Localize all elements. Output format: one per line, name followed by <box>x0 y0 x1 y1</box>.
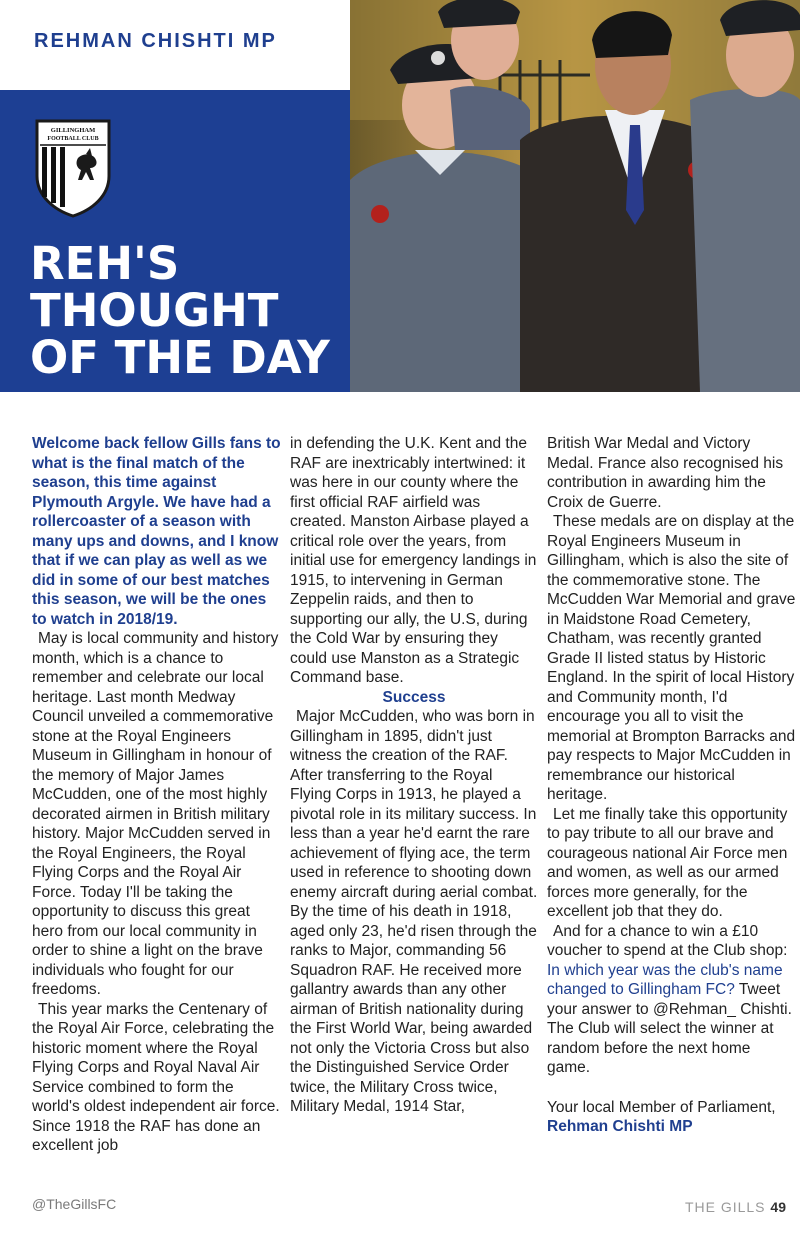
club-crest-icon <box>34 118 112 218</box>
paragraph-tribute: Let me finally take this opportunity to pay tribute to all our brave and courageous national Air Force men and women, as well as our armed forces more generally, for the excellent job that they do. <box>547 805 788 920</box>
competition-text-a: And for a chance to win a £10 voucher to spend at the Club shop: <box>547 922 788 959</box>
article-column-1 <box>32 434 282 1156</box>
competition-text-b: Tweet your answer to @Rehman_ Chishti. The Club will select the winner at random before the next home game. <box>547 981 792 1076</box>
headline-line-3: OF THE DAY <box>30 331 330 384</box>
intro-paragraph: Welcome back fellow Gills fans to what is the final match of the season, this time against Plymouth Argyle. We have had a rollercoaster of a season with many ups and downs, and I know that if we can play as well as we did in some of our best matches this season, we will be the ones to watch in 2018/19. <box>32 435 281 628</box>
byline: REHMAN CHISHTI MP <box>34 30 277 52</box>
headline-line-2: THOUGHT <box>30 284 279 337</box>
page-number: 49 <box>770 1199 786 1215</box>
paragraph-defending: in defending the U.K. Kent and the RAF are inextricably intertwined: it was here in our county where the first official RAF airfield was created. Manston Airbase played a critical role over the years, from initial use for emergency landings in 1915, to intervening in German Zeppelin raids, and then to supporting our ally, the U.S, during the Cold War by ensuring they could use Manston as a Strategic Command base. <box>290 435 537 686</box>
publication-name: THE GILLS <box>684 1199 766 1215</box>
article-column-2 <box>290 434 538 1117</box>
headline-line-1: REH'S <box>30 237 180 290</box>
page-footer <box>685 1199 786 1215</box>
twitter-handle: @TheGillsFC <box>32 1196 117 1212</box>
crest-text-line2: FOOTBALL CLUB <box>47 136 99 142</box>
sign-off: Your local Member of Parliament, <box>547 1098 776 1116</box>
paragraph-mccudden: Major McCudden, who was born in Gillingham in 1895, didn't just witness the creation of the RAF. After transferring to the Royal Flying Corps in 1913, he played a pivotal role in its military success. In less than a year he'd earnt the rare achievement of flying ace, the term used in reference to shooting down enemy aircraft during aerial combat. By the time of his death in 1918, aged only 23, he'd risen through the ranks to Major, commanding 56 Squadron RAF. He received more gallantry awards than any other airman of British nationality during the First World War, being awarded not only the Victoria Cross but also the Distinguished Service Order twice, the Military Cross twice, Military Medal, 1914 Star, <box>290 708 538 1115</box>
competition-question: In which year was the club's name changed to Gillingham FC? <box>547 961 783 998</box>
subheading-success: Success <box>382 688 446 706</box>
signature: Rehman Chishti MP <box>547 1118 693 1135</box>
paragraph-competition <box>547 922 797 1078</box>
paragraph-museum: These medals are on display at the Royal Engineers Museum in Gillingham, which is also the site of the commemorative stone. The McCudden War Memorial and grave in Maidstone Road Cemetery, Chatham, was recently granted Grade II listed status by Historic England. In the spirit of local History and Community month, I'd encourage you all to visit the memorial at Brompton Barracks and pay respects to Major McCudden in remembrance our historical heritage. <box>547 513 796 803</box>
paragraph-centenary: This year marks the Centenary of the Royal Air Force, celebrating the historic moment where the Royal Flying Corps and Royal Naval Air Service combined to form the world's oldest independent air force. Since 1918 the RAF has done an excellent job <box>32 1000 280 1154</box>
article-column-3 <box>547 434 797 1137</box>
crest-text-line1: GILLINGHAM <box>50 127 96 134</box>
paragraph-medals: British War Medal and Victory Medal. France also recognised his contribution in awarding him the Croix de Guerre. <box>547 435 784 511</box>
paragraph-heritage: May is local community and history month, which is a chance to remember and celebrate our local heritage. Last month Medway Council unveiled a commemorative stone at the Royal Engineers Museum in Gillingham in honour of the memory of Major James McCudden, one of the most highly decorated airmen in British military history. Major McCudden served in the Royal Engineers, the Royal Flying Corps and the Royal Air Force. Today I'll be taking the opportunity to discuss this great hero from our local community in order to shine a light on the brave individuals who fought for our freedoms. <box>32 630 279 998</box>
headline <box>30 237 350 384</box>
cadets-photo <box>350 0 800 392</box>
